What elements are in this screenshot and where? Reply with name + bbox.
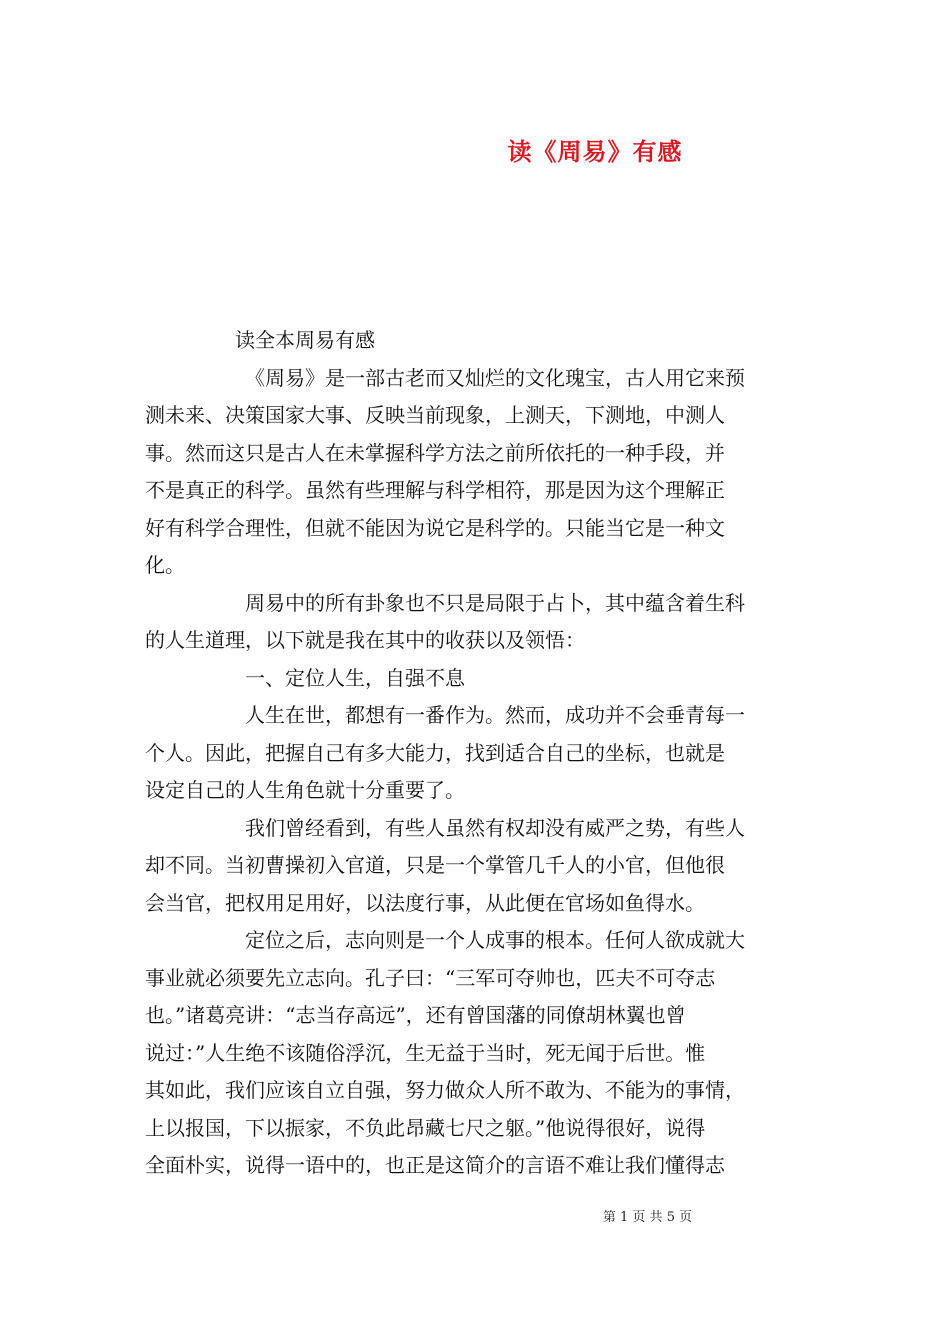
paragraph-line: 上以报国，下以振家，不负此昂藏七尺之躯。”他说得很好，说得	[145, 1115, 706, 1140]
paragraph-line: 人生在世，都想有一番作为。然而，成功并不会垂青每一	[245, 703, 745, 727]
paragraph-line: 我们曾经看到，有些人虽然有权却没有威严之势，有些人	[245, 815, 745, 840]
paragraph-line: 事。然而这只是古人在未掌握科学方法之前所依托的一种手段，并	[145, 440, 725, 465]
paragraph-line: 设定自己的人生角色就十分重要了。	[145, 778, 465, 802]
paragraph-line: 周易中的所有卦象也不只是局限于占卜，其中蕴含着生科	[245, 590, 745, 615]
paragraph-line: 会当官，把权用足用好，以法度行事，从此便在官场如鱼得水。	[145, 890, 705, 915]
paragraph-line: 其如此，我们应该自立自强，努力做众人所不敢为、不能为的事情，	[145, 1078, 745, 1102]
paragraph-line: 化。	[145, 553, 185, 577]
section-heading: 一、定位人生，自强不息	[245, 665, 465, 690]
paragraph-line: 测未来、决策国家大事、反映当前现象，上测天，下测地，中测人	[145, 403, 725, 427]
paragraph-line: 全面朴实，说得一语中的，也正是这简介的言语不难让我们懂得志	[145, 1153, 725, 1177]
paragraph-line: 却不同。当初曹操初入官道，只是一个掌管几千人的小官，但他很	[145, 853, 725, 877]
paragraph-line: 也。”诸葛亮讲：“志当存高远”，还有曾国藩的同僚胡林翼也曾	[145, 1003, 686, 1027]
paragraph-line: 定位之后，志向则是一个人成事的根本。任何人欲成就大	[245, 928, 745, 952]
paragraph-line: 事业就必须要先立志向。孔子曰：“三军可夺帅也，匹夫不可夺志	[145, 965, 716, 990]
paragraph-line: 不是真正的科学。虽然有些理解与科学相符，那是因为这个理解正	[145, 478, 725, 502]
document-title: 读《周易》有感	[507, 137, 683, 166]
paragraph-line: 的人生道理，以下就是我在其中的收获以及领悟：	[145, 628, 585, 652]
paragraph-line: 《周易》是一部古老而又灿烂的文化瑰宝，古人用它来预	[245, 365, 745, 390]
paragraph-line: 个人。因此，把握自己有多大能力，找到适合自己的坐标，也就是	[145, 740, 725, 765]
paragraph-line: 说过：”人生绝不该随俗浮沉，生无益于当时，死无闻于后世。惟	[145, 1040, 706, 1065]
subtitle-line: 读全本周易有感	[235, 328, 375, 352]
paragraph-line: 好有科学合理性，但就不能因为说它是科学的。只能当它是一种文	[145, 515, 725, 540]
page-footer: 第 1 页 共 5 页	[602, 1210, 693, 1225]
document-body	[145, 322, 810, 1185]
